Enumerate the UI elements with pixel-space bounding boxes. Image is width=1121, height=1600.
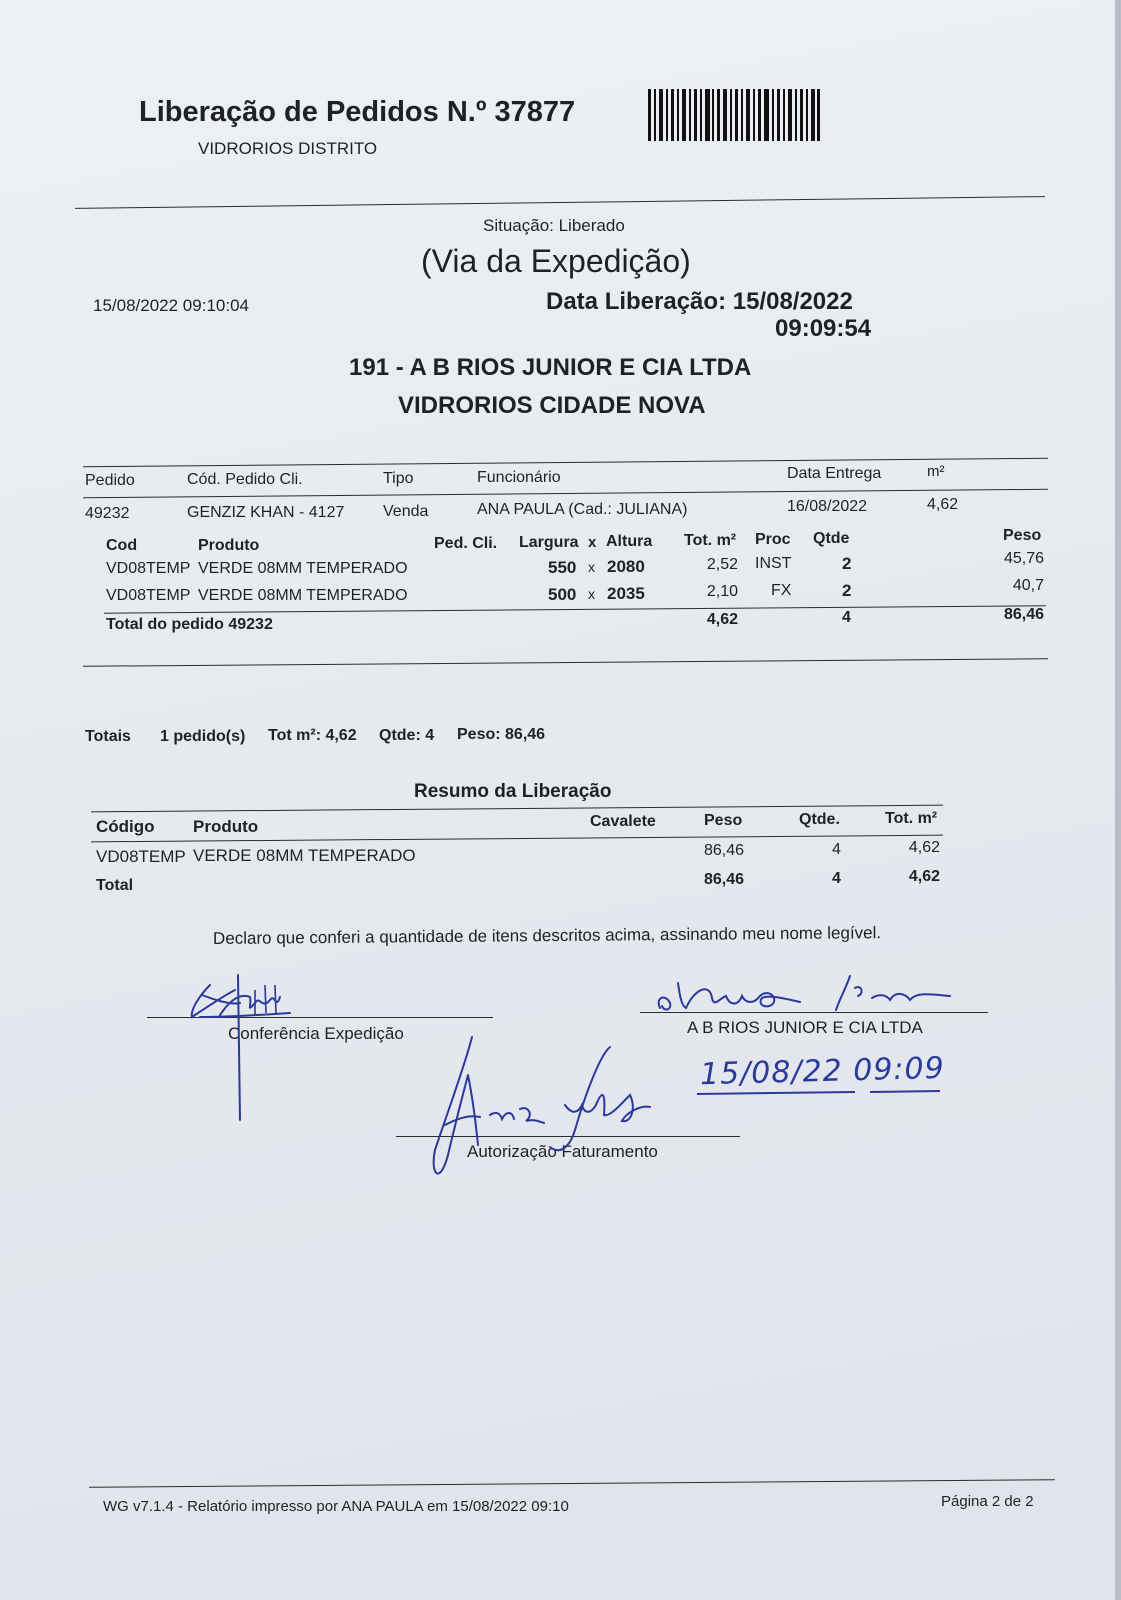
totals-qtde: Qtde: 4 <box>379 727 435 744</box>
release-date: Data Liberação: 15/08/2022 <box>546 288 853 315</box>
summary-row-tot-m2: 4,62 <box>908 839 940 856</box>
summary-col-qtde: Qtde. <box>799 811 840 828</box>
item-2-cod: VD08TEMP <box>106 587 191 604</box>
item-2-tot-m2: 2,10 <box>706 583 738 600</box>
summary-row-produto: VERDE 08MM TEMPERADO <box>193 846 416 865</box>
barcode <box>648 89 820 141</box>
col-tipo: Tipo <box>383 470 414 487</box>
order-total-rule <box>104 605 1046 613</box>
autorizacao-label: Autorização Faturamento <box>467 1142 658 1161</box>
totals-m2: Tot m²: 4,62 <box>268 727 357 744</box>
footer-rule <box>89 1479 1055 1488</box>
summary-col-peso: Peso <box>704 812 743 829</box>
order-total-label: Total do pedido 49232 <box>106 616 273 633</box>
order-pedido: 49232 <box>85 505 130 522</box>
order-bottom-rule <box>83 658 1048 667</box>
summary-row-qtde: 4 <box>832 841 841 858</box>
item-1-qtde: 2 <box>842 554 852 573</box>
client-name: 191 - A B RIOS JUNIOR E CIA LTDA <box>349 354 752 381</box>
header-divider <box>75 196 1045 209</box>
item-col-largura: Largura <box>519 534 579 551</box>
item-col-qtde: Qtde <box>813 530 850 547</box>
item-1-x: x <box>588 559 595 575</box>
issuer-company: VIDRORIOS DISTRITO <box>198 139 378 158</box>
col-cod-pedido-cli: Cód. Pedido Cli. <box>187 471 303 488</box>
item-2-qtde: 2 <box>842 581 852 600</box>
col-funcionario: Funcionário <box>477 469 561 486</box>
item-col-peso: Peso <box>1003 527 1042 544</box>
order-funcionario: ANA PAULA (Cad.: JULIANA) <box>477 501 688 518</box>
print-datetime: 15/08/2022 09:10:04 <box>93 296 249 315</box>
document-title: Liberação de Pedidos N.º 37877 <box>139 96 576 128</box>
order-m2: 4,62 <box>927 496 959 513</box>
item-col-cod: Cod <box>106 537 138 554</box>
item-1-proc: INST <box>755 555 792 572</box>
handwritten-date-text: 15/08/22 09:09 <box>699 1050 946 1093</box>
autorizacao-signature <box>410 1035 670 1190</box>
order-data-entrega: 16/08/2022 <box>787 498 868 515</box>
declaration-text: Declaro que conferi a quantidade de itens descritos acima, assinando meu nome legível. <box>212 923 882 948</box>
totals-pedidos: 1 pedido(s) <box>160 728 246 745</box>
order-total-qtde: 4 <box>842 609 851 626</box>
order-top-rule <box>83 458 1048 467</box>
footer-page: Página 2 de 2 <box>941 1493 1034 1510</box>
col-pedido: Pedido <box>85 472 135 489</box>
item-1-tot-m2: 2,52 <box>706 556 738 573</box>
summary-col-tot-m2: Tot. m² <box>885 810 938 827</box>
conferencia-label: Conferência Expedição <box>228 1024 404 1043</box>
item-2-largura: 500 <box>548 585 577 604</box>
status-label: Situação: Liberado <box>483 216 625 235</box>
summary-col-codigo: Código <box>96 817 155 836</box>
order-header-rule <box>83 489 1048 498</box>
order-cod-pedido-cli: GENZIZ KHAN - 4127 <box>187 504 345 521</box>
release-time: 09:09:54 <box>775 315 872 342</box>
item-col-produto: Produto <box>198 537 260 554</box>
item-1-altura: 2080 <box>607 557 645 576</box>
page-edge <box>1115 0 1121 1600</box>
summary-row-peso: 86,46 <box>703 842 744 859</box>
item-2-produto: VERDE 08MM TEMPERADO <box>198 587 408 604</box>
item-col-tot-m2: Tot. m² <box>684 532 737 549</box>
item-2-proc: FX <box>771 582 792 599</box>
item-1-produto: VERDE 08MM TEMPERADO <box>198 560 408 577</box>
item-col-altura: Altura <box>606 533 653 550</box>
order-tipo: Venda <box>383 503 429 520</box>
totals-label: Totais <box>85 728 131 745</box>
item-1-peso: 45,76 <box>1003 550 1044 567</box>
handwritten-date-underline <box>695 1086 955 1098</box>
item-col-x: x <box>588 534 597 551</box>
summary-row-codigo: VD08TEMP <box>96 847 186 866</box>
order-total-m2: 4,62 <box>706 611 738 628</box>
item-col-ped-cli: Ped. Cli. <box>434 535 498 552</box>
item-2-peso: 40,7 <box>1012 577 1044 594</box>
item-2-x: x <box>588 586 595 602</box>
item-2-altura: 2035 <box>607 584 645 603</box>
summary-total-tot-m2: 4,62 <box>908 868 940 885</box>
conferencia-signature <box>180 955 300 1130</box>
summary-total-qtde: 4 <box>832 870 841 887</box>
order-total-peso: 86,46 <box>1003 606 1044 623</box>
summary-total-label: Total <box>96 877 134 894</box>
totals-peso: Peso: 86,46 <box>457 726 546 743</box>
cliente-label: A B RIOS JUNIOR E CIA LTDA <box>687 1018 923 1037</box>
footer-printed-by: WG v7.1.4 - Relatório impresso por ANA PAULA em 15/08/2022 09:10 <box>103 1498 569 1515</box>
summary-total-peso: 86,46 <box>703 871 744 888</box>
summary-col-cavalete: Cavalete <box>590 813 656 830</box>
col-m2: m² <box>927 463 945 480</box>
col-data-entrega: Data Entrega <box>787 465 882 482</box>
item-1-cod: VD08TEMP <box>106 560 191 577</box>
summary-title: Resumo da Liberação <box>414 781 612 802</box>
summary-col-produto: Produto <box>193 817 259 836</box>
item-col-proc: Proc <box>755 531 791 548</box>
copy-label: (Via da Expedição) <box>421 243 691 279</box>
item-1-largura: 550 <box>548 558 577 577</box>
cliente-signature <box>650 968 960 1023</box>
client-branch: VIDRORIOS CIDADE NOVA <box>398 392 706 419</box>
